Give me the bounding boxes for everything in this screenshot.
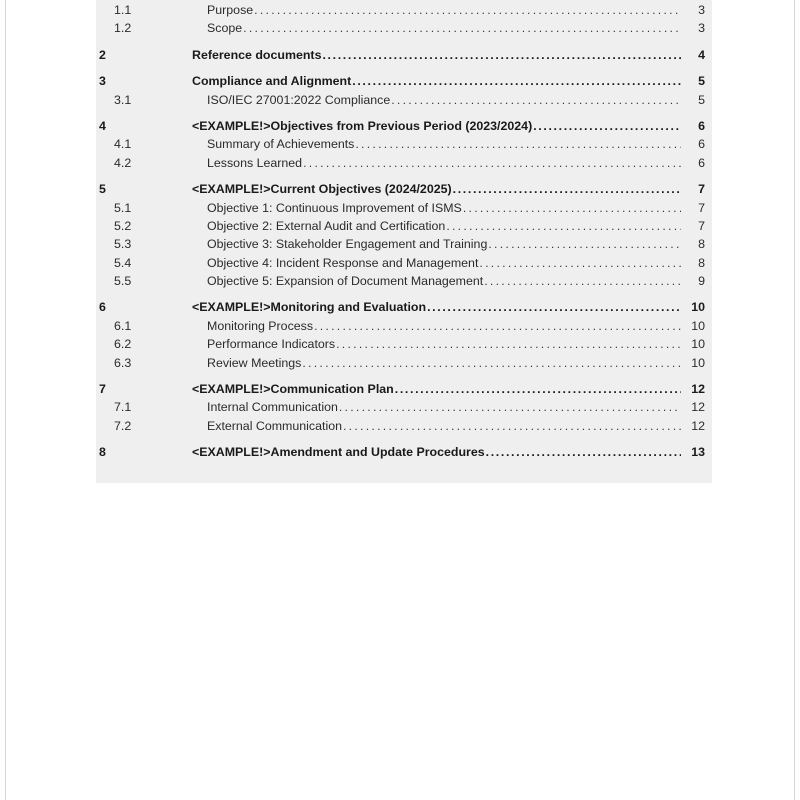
toc-entry-number: 2 — [99, 47, 106, 62]
toc-leader-dots — [427, 298, 681, 316]
toc-leader-dots — [314, 317, 681, 335]
toc-entry-title: Monitoring Process — [207, 318, 314, 333]
toc-entry-title: Performance Indicators — [207, 337, 336, 352]
toc-leader-dots — [395, 380, 681, 398]
toc-entry-title: Internal Communication — [207, 400, 338, 415]
toc-entry-page-number: 6 — [698, 137, 705, 152]
toc-entry-number: 4.2 — [114, 155, 132, 170]
toc-leader-dots — [446, 217, 681, 235]
toc-entry[interactable] — [96, 217, 705, 235]
toc-entry-title: Objective 1: Continuous Improvement of ISMS — [207, 200, 462, 215]
toc-entry-page-number: 3 — [698, 21, 705, 36]
toc-entry-title: Reference documents — [192, 47, 322, 62]
page-edge-left — [5, 0, 6, 800]
toc-leader-dots — [322, 46, 681, 64]
toc-entry-page-number: 7 — [698, 182, 705, 197]
toc-leader-dots — [453, 180, 681, 198]
toc-entry-title: External Communication — [207, 418, 342, 433]
toc-entry-title: Summary of Achievements — [207, 137, 355, 152]
toc-entry[interactable] — [96, 180, 705, 198]
toc-entry-page-number: 8 — [698, 255, 705, 270]
toc-entry-title: Lessons Learned — [207, 155, 303, 170]
toc-entry[interactable] — [96, 272, 705, 290]
toc-entry-page-number: 7 — [698, 200, 705, 215]
toc-leader-dots — [486, 443, 681, 461]
toc-entry-number: 3.1 — [114, 92, 132, 107]
toc-entry-page-number: 10 — [691, 318, 705, 333]
toc-entry-number: 6.3 — [114, 355, 132, 370]
toc-entry[interactable] — [96, 46, 705, 64]
toc-entry[interactable] — [96, 398, 705, 416]
toc-entry-number: 6.2 — [114, 337, 132, 352]
toc-entry[interactable] — [96, 354, 705, 372]
toc-leader-dots — [484, 272, 681, 290]
toc-entry-title: Objective 4: Incident Response and Management — [207, 255, 479, 270]
toc-entry-title: <EXAMPLE!>Objectives from Previous Period (2023/2024) — [192, 118, 533, 133]
toc-leader-dots — [336, 335, 681, 353]
toc-entry-title: Purpose — [207, 3, 254, 17]
toc-entry[interactable] — [96, 91, 705, 109]
toc-entry-page-number: 5 — [698, 92, 705, 107]
toc-entry-page-number: 7 — [698, 218, 705, 233]
toc-entry[interactable] — [96, 417, 705, 435]
page-edge-right — [794, 0, 795, 800]
toc-leader-dots — [488, 235, 681, 253]
table-of-contents-list — [96, 0, 712, 462]
toc-entry-number: 7 — [99, 382, 106, 397]
toc-entry-page-number: 10 — [691, 337, 705, 352]
toc-entry-number: 4 — [99, 118, 106, 133]
toc-entry[interactable] — [96, 335, 705, 353]
toc-leader-dots — [355, 135, 681, 153]
toc-entry-page-number: 12 — [691, 400, 705, 415]
toc-entry-number: 7.2 — [114, 418, 132, 433]
toc-entry-title: <EXAMPLE!>Monitoring and Evaluation — [192, 300, 427, 315]
toc-leader-dots — [243, 19, 681, 37]
toc-entry[interactable] — [96, 135, 705, 153]
toc-entry-title: Objective 5: Expansion of Document Management — [207, 274, 484, 289]
toc-entry[interactable] — [96, 1, 705, 19]
toc-entry-title: Compliance and Alignment — [192, 74, 352, 89]
toc-leader-dots — [533, 117, 681, 135]
toc-leader-dots — [254, 1, 681, 19]
toc-entry-page-number: 5 — [698, 74, 705, 89]
toc-entry[interactable] — [96, 235, 705, 253]
toc-entry-page-number: 9 — [698, 274, 705, 289]
toc-entry-title: Review Meetings — [207, 355, 302, 370]
toc-leader-dots — [339, 398, 681, 416]
toc-entry[interactable] — [96, 117, 705, 135]
toc-entry-number: 5.5 — [114, 274, 132, 289]
toc-entry-title: Objective 3: Stakeholder Engagement and Training — [207, 237, 488, 252]
toc-entry-page-number: 12 — [691, 382, 705, 397]
toc-entry-page-number: 10 — [691, 355, 705, 370]
toc-entry-number: 5.2 — [114, 218, 132, 233]
toc-leader-dots — [391, 91, 681, 109]
toc-entry-number: 8 — [99, 445, 106, 460]
toc-leader-dots — [463, 199, 681, 217]
toc-entry-number: 1.1 — [114, 3, 132, 17]
toc-entry-page-number: 3 — [698, 3, 705, 17]
toc-entry[interactable] — [96, 154, 705, 172]
toc-entry[interactable] — [96, 298, 705, 316]
toc-leader-dots — [343, 417, 681, 435]
table-of-contents-panel — [96, 0, 712, 483]
toc-entry-title: Scope — [207, 21, 243, 36]
toc-leader-dots — [302, 354, 681, 372]
toc-entry-number: 3 — [99, 74, 106, 89]
toc-entry-page-number: 10 — [691, 300, 705, 315]
toc-entry-number: 6.1 — [114, 318, 132, 333]
toc-entry[interactable] — [96, 199, 705, 217]
toc-entry[interactable] — [96, 443, 705, 461]
toc-leader-dots — [303, 154, 681, 172]
toc-entry-number: 5 — [99, 182, 106, 197]
toc-entry-number: 5.4 — [114, 255, 132, 270]
toc-entry-page-number: 13 — [691, 445, 705, 460]
toc-entry-title: ISO/IEC 27001:2022 Compliance — [207, 92, 391, 107]
toc-entry-page-number: 4 — [698, 47, 705, 62]
toc-entry-number: 4.1 — [114, 137, 132, 152]
toc-entry-page-number: 6 — [698, 155, 705, 170]
toc-entry[interactable] — [96, 317, 705, 335]
toc-leader-dots — [479, 254, 681, 272]
toc-entry[interactable] — [96, 380, 705, 398]
toc-entry-title: <EXAMPLE!>Current Objectives (2024/2025) — [192, 182, 452, 197]
toc-entry-number: 6 — [99, 300, 106, 315]
toc-entry-page-number: 6 — [698, 118, 705, 133]
toc-entry[interactable] — [96, 72, 705, 90]
toc-entry[interactable] — [96, 254, 705, 272]
toc-entry-title: <EXAMPLE!>Amendment and Update Procedures — [192, 445, 485, 460]
toc-entry-page-number: 8 — [698, 237, 705, 252]
toc-entry-number: 1.2 — [114, 21, 132, 36]
toc-entry-number: 5.3 — [114, 237, 132, 252]
toc-leader-dots — [352, 72, 681, 90]
toc-entry-title: Objective 2: External Audit and Certification — [207, 218, 446, 233]
toc-entry-page-number: 12 — [691, 418, 705, 433]
toc-entry-number: 7.1 — [114, 400, 132, 415]
toc-entry-number: 5.1 — [114, 200, 132, 215]
toc-entry[interactable] — [96, 19, 705, 37]
toc-entry-title: <EXAMPLE!>Communication Plan — [192, 382, 394, 397]
